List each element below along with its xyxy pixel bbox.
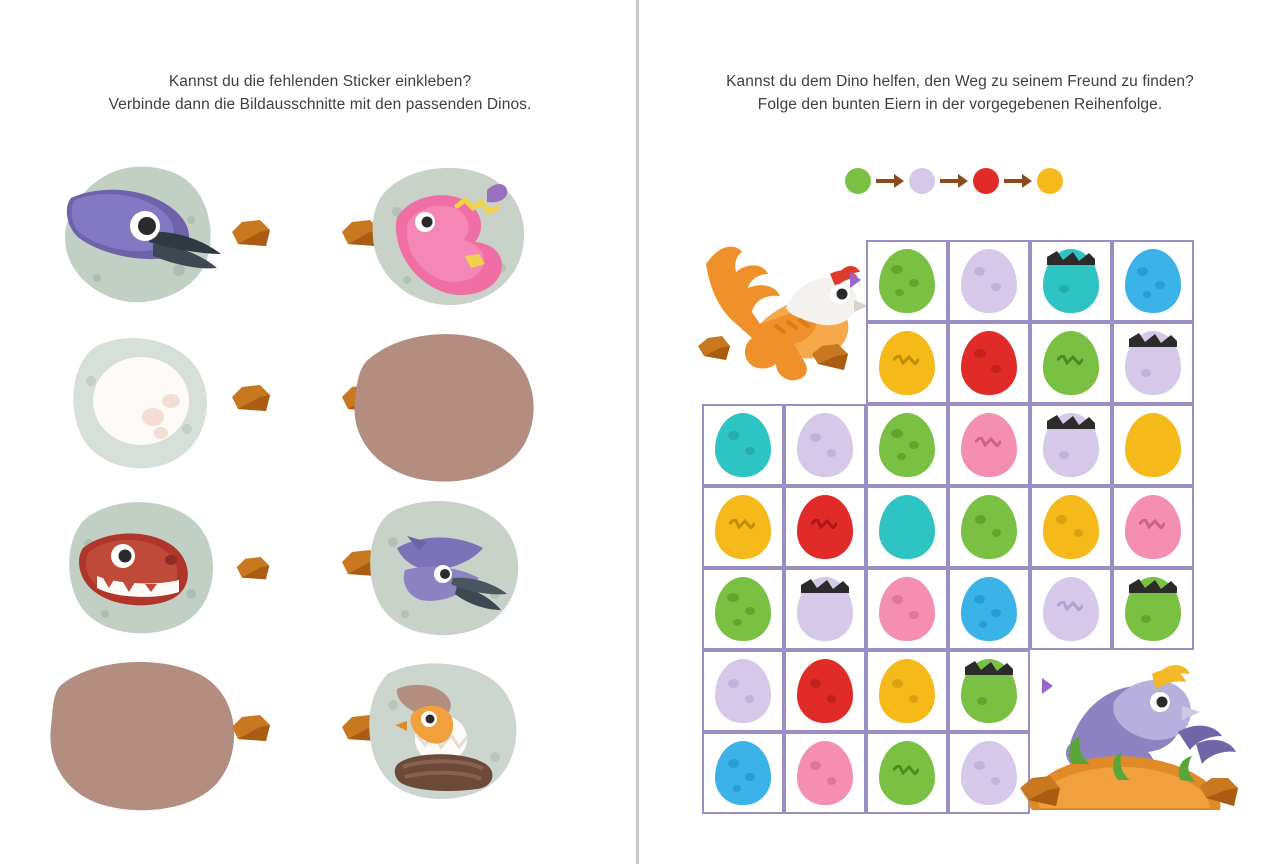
maze-cell[interactable] [948, 404, 1030, 486]
right-instruction-line-1: Kannst du dem Dino helfen, den Weg zu seinem Freund zu finden? [726, 73, 1194, 90]
egg-green [715, 577, 771, 641]
maze-cell[interactable] [1112, 322, 1194, 404]
crack-icon [801, 579, 849, 593]
maze-cell[interactable] [866, 732, 948, 814]
egg-pink [1125, 495, 1181, 559]
egg-teal [879, 495, 935, 559]
crack-icon [893, 355, 919, 365]
egg-pink [879, 577, 935, 641]
crack-icon [729, 519, 755, 529]
end-dino-illustration [1010, 640, 1260, 830]
egg-green [879, 249, 935, 313]
crack-icon [893, 765, 919, 775]
maze-cell[interactable] [866, 322, 948, 404]
maze-cell[interactable] [1030, 322, 1112, 404]
egg-green [1125, 577, 1181, 641]
egg-blue [1125, 249, 1181, 313]
maze-cell[interactable] [866, 568, 948, 650]
maze-cell[interactable] [1030, 486, 1112, 568]
maze-cell[interactable] [702, 650, 784, 732]
egg-red [797, 659, 853, 723]
maze-cell[interactable] [866, 650, 948, 732]
maze-cell[interactable] [784, 732, 866, 814]
egg-purple [797, 413, 853, 477]
crack-icon [1129, 333, 1177, 347]
crack-icon [975, 437, 1001, 447]
left-instruction-line-1: Kannst du die fehlenden Sticker einkleben? [168, 73, 472, 90]
maze-cell[interactable] [866, 486, 948, 568]
egg-pink [797, 741, 853, 805]
maze-cell[interactable] [784, 404, 866, 486]
crack-icon [1139, 519, 1165, 529]
crack-icon [1057, 355, 1083, 365]
crack-icon [1057, 601, 1083, 611]
maze-cell[interactable] [1112, 404, 1194, 486]
maze-cell[interactable] [1030, 568, 1112, 650]
egg-purple [797, 577, 853, 641]
maze-cell[interactable] [1030, 404, 1112, 486]
maze-cell[interactable] [866, 404, 948, 486]
maze-cell[interactable] [866, 240, 948, 322]
egg-teal [715, 413, 771, 477]
right-instruction-line-2: Folge den bunten Eiern in der vorgegebenen Reihenfolge. [757, 96, 1163, 114]
maze-cell[interactable] [1112, 486, 1194, 568]
egg-purple [961, 249, 1017, 313]
maze-cell[interactable] [702, 732, 784, 814]
crack-icon [1047, 415, 1095, 429]
egg-green [879, 413, 935, 477]
maze-cell[interactable] [948, 322, 1030, 404]
maze-cell[interactable] [1112, 240, 1194, 322]
maze-cell[interactable] [948, 568, 1030, 650]
egg-purple [961, 741, 1017, 805]
maze-cell[interactable] [948, 240, 1030, 322]
egg-blue [961, 577, 1017, 641]
left-instruction-line-2: Verbinde dann die Bildausschnitte mit den passenden Dinos. [108, 96, 532, 114]
maze-cell[interactable] [948, 486, 1030, 568]
maze-cell[interactable] [702, 404, 784, 486]
egg-blue [715, 741, 771, 805]
egg-yellow [879, 331, 935, 395]
egg-yellow [1043, 495, 1099, 559]
egg-yellow [879, 659, 935, 723]
egg-green [961, 659, 1017, 723]
egg-purple [1043, 413, 1099, 477]
maze-cell[interactable] [784, 486, 866, 568]
egg-purple [1125, 331, 1181, 395]
maze-cell[interactable] [784, 650, 866, 732]
maze-cell[interactable] [702, 486, 784, 568]
egg-green [1043, 331, 1099, 395]
crack-icon [1129, 579, 1177, 593]
egg-yellow [1125, 413, 1181, 477]
crack-icon [811, 519, 837, 529]
egg-teal [1043, 249, 1099, 313]
maze-cell[interactable] [1112, 568, 1194, 650]
egg-pink [961, 413, 1017, 477]
egg-red [961, 331, 1017, 395]
egg-purple [715, 659, 771, 723]
maze-cell[interactable] [1030, 240, 1112, 322]
crack-icon [965, 661, 1013, 675]
egg-green [961, 495, 1017, 559]
maze-cell[interactable] [784, 568, 866, 650]
egg-yellow [715, 495, 771, 559]
egg-purple [1043, 577, 1099, 641]
crack-icon [1047, 251, 1095, 265]
egg-red [797, 495, 853, 559]
maze-cell[interactable] [702, 568, 784, 650]
egg-green [879, 741, 935, 805]
